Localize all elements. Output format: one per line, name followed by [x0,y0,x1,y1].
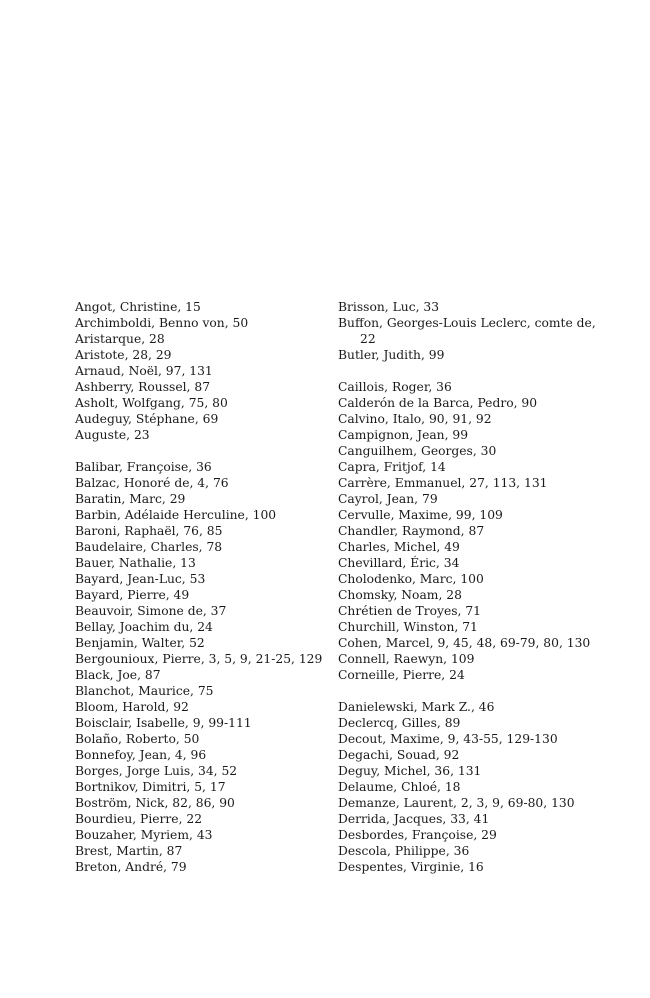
index-entry: Balibar, Françoise, 36 [75,460,212,474]
letter-group-gap [338,683,598,699]
letter-group-gap [338,363,598,379]
index-entry: Chrétien de Troyes, 71 [338,604,482,618]
index-entry: Cervulle, Maxime, 99, 109 [338,508,503,522]
index-entry: Campignon, Jean, 99 [338,428,469,442]
index-entry: Asholt, Wolfgang, 75, 80 [75,396,228,410]
index-entry: Baratin, Marc, 29 [75,492,186,506]
index-entry: Demanze, Laurent, 2, 3, 9, 69-80, 130 [338,796,575,810]
index-entry: Corneille, Pierre, 24 [338,668,465,682]
letter-group-gap [75,443,325,459]
index-entry: Cholodenko, Marc, 100 [338,572,484,586]
index-entry: Angot, Christine, 15 [75,300,201,314]
index-entry: Breton, André, 79 [75,860,187,874]
index-entry: Bayard, Pierre, 49 [75,588,190,602]
index-entry: Butler, Judith, 99 [338,348,445,362]
index-entry: Cohen, Marcel, 9, 45, 48, 69-79, 80, 130 [338,636,591,650]
index-entry: Chomsky, Noam, 28 [338,588,462,602]
index-entry: Derrida, Jacques, 33, 41 [338,812,490,826]
index-entry: Benjamin, Walter, 52 [75,636,205,650]
index-column-left [75,299,325,875]
index-entry: Arnaud, Noël, 97, 131 [75,364,213,378]
index-entry: Charles, Michel, 49 [338,540,460,554]
index-entry: Barbin, Adélaide Herculine, 100 [75,508,277,522]
index-entry: Bortnikov, Dimitri, 5, 17 [75,780,226,794]
index-entry: Baroni, Raphaël, 76, 85 [75,524,223,538]
index-entry: Aristarque, 28 [75,332,165,346]
index-entry: Caillois, Roger, 36 [338,380,452,394]
index-entry: Despentes, Virginie, 16 [338,860,484,874]
index-entry: Aristote, 28, 29 [75,348,172,362]
index-entry: Cayrol, Jean, 79 [338,492,438,506]
index-entry: Buffon, Georges-Louis Leclerc, comte de, [338,316,596,330]
index-entry: Calderón de la Barca, Pedro, 90 [338,396,538,410]
index-entry: Carrère, Emmanuel, 27, 113, 131 [338,476,548,490]
index-entry: Declercq, Gilles, 89 [338,716,461,730]
index-entry: Delaume, Chloé, 18 [338,780,461,794]
index-entry: Bellay, Joachim du, 24 [75,620,213,634]
index-column-right [338,299,598,875]
index-entry: Bolaño, Roberto, 50 [75,732,200,746]
index-entry-continuation: 22 [360,332,376,346]
index-entry: Bonnefoy, Jean, 4, 96 [75,748,207,762]
index-entry: Blanchot, Maurice, 75 [75,684,214,698]
index-entry: Ashberry, Roussel, 87 [75,380,211,394]
index-entry: Chevillard, Éric, 34 [338,556,460,570]
index-entry: Archimboldi, Benno von, 50 [75,316,249,330]
index-entry: Deguy, Michel, 36, 131 [338,764,482,778]
index-entry: Auguste, 23 [75,428,150,442]
index-entry: Bourdieu, Pierre, 22 [75,812,203,826]
index-entry: Bergounioux, Pierre, 3, 5, 9, 21-25, 129 [75,652,323,666]
index-entry: Baudelaire, Charles, 78 [75,540,223,554]
index-entry: Brest, Martin, 87 [75,844,183,858]
index-entry: Boisclair, Isabelle, 9, 99-111 [75,716,252,730]
index-entry: Desbordes, Françoise, 29 [338,828,497,842]
index-entry: Chandler, Raymond, 87 [338,524,485,538]
index-entry: Black, Joe, 87 [75,668,161,682]
index-entry: Beauvoir, Simone de, 37 [75,604,227,618]
index-entry: Decout, Maxime, 9, 43-55, 129-130 [338,732,558,746]
index-entry: Audeguy, Stéphane, 69 [75,412,219,426]
index-entry: Churchill, Winston, 71 [338,620,478,634]
index-entry: Balzac, Honoré de, 4, 76 [75,476,229,490]
index-entry: Bayard, Jean-Luc, 53 [75,572,206,586]
index-entry: Bauer, Nathalie, 13 [75,556,196,570]
index-entry: Bouzaher, Myriem, 43 [75,828,213,842]
index-entry: Danielewski, Mark Z., 46 [338,700,495,714]
index-entry: Canguilhem, Georges, 30 [338,444,497,458]
index-entry: Bloom, Harold, 92 [75,700,189,714]
index-entry: Descola, Philippe, 36 [338,844,470,858]
index-entry: Calvino, Italo, 90, 91, 92 [338,412,492,426]
index-entry: Brisson, Luc, 33 [338,300,440,314]
index-entry: Borges, Jorge Luis, 34, 52 [75,764,238,778]
index-entry: Connell, Raewyn, 109 [338,652,475,666]
index-entry: Capra, Fritjof, 14 [338,460,446,474]
index-entry: Degachi, Souad, 92 [338,748,460,762]
index-entry: Boström, Nick, 82, 86, 90 [75,796,235,810]
